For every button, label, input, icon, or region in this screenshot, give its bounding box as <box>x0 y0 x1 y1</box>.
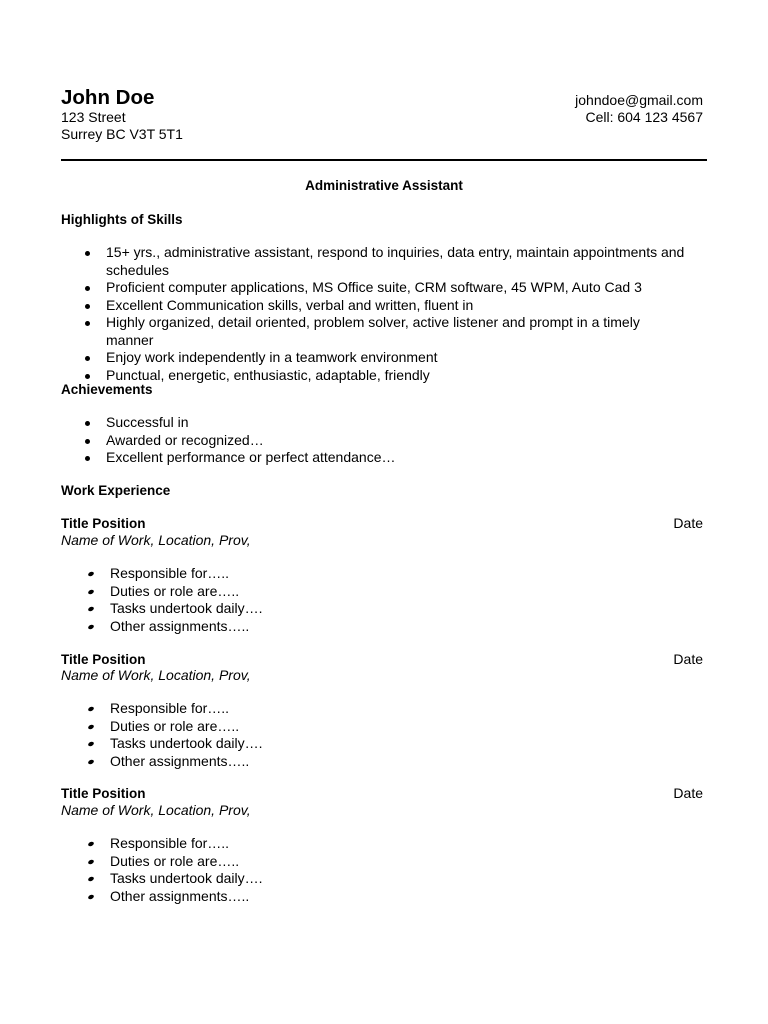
header-divider <box>61 159 707 161</box>
duty-text: Responsible for….. <box>110 565 230 581</box>
job-date: Date <box>673 651 703 667</box>
duty-text: Responsible for….. <box>110 700 230 716</box>
job-title: Title Position <box>61 786 146 801</box>
achievements-heading: Achievements <box>61 382 153 397</box>
list-item <box>61 297 691 315</box>
resume-header <box>61 86 707 160</box>
bullet-icon <box>87 606 94 612</box>
list-item <box>61 718 691 736</box>
bullet-icon <box>87 893 94 899</box>
skill-text: Highly organized, detail oriented, problem solver, active listener and prompt in a timely manner <box>106 314 640 348</box>
list-item <box>61 753 691 771</box>
bullet-icon <box>85 356 90 361</box>
bullet-icon <box>85 251 90 256</box>
list-item <box>61 618 691 636</box>
bullet-icon <box>85 439 90 444</box>
list-item <box>61 583 691 601</box>
duty-text: Other assignments….. <box>110 752 250 769</box>
list-item <box>61 349 691 367</box>
achievement-text: Awarded or recognized… <box>106 431 264 448</box>
duty-text: Duties or role are….. <box>110 852 240 869</box>
job-date: Date <box>673 785 703 801</box>
duty-text: Other assignments….. <box>110 617 250 634</box>
bullet-icon <box>87 741 94 747</box>
address-line-1: 123 Street <box>61 109 126 125</box>
list-item <box>61 367 691 385</box>
achievement-text: Excellent performance or perfect attendance… <box>106 449 396 465</box>
skill-text: Enjoy work independently in a teamwork environment <box>106 349 438 365</box>
bullet-icon <box>85 456 90 461</box>
bullet-icon <box>85 321 90 326</box>
job-title: Title Position <box>61 516 146 531</box>
duty-text: Tasks undertook daily…. <box>110 735 263 751</box>
list-item <box>61 432 691 450</box>
email-address: johndoe@gmail.com <box>575 92 703 108</box>
address-line-2: Surrey BC V3T 5T1 <box>61 126 183 142</box>
duty-text: Other assignments….. <box>110 887 250 904</box>
bullet-icon <box>87 758 94 764</box>
skills-heading: Highlights of Skills <box>61 212 183 227</box>
bullet-icon <box>85 304 90 309</box>
job-title: Title Position <box>61 652 146 667</box>
objective-title: Administrative Assistant <box>305 178 463 193</box>
work-experience-heading: Work Experience <box>61 483 171 498</box>
skills-list <box>61 244 691 384</box>
list-item <box>61 700 691 718</box>
list-item <box>61 735 691 753</box>
job-organization: Name of Work, Location, Prov, <box>61 532 251 548</box>
bullet-icon <box>85 421 90 426</box>
list-item <box>61 279 691 297</box>
job-organization: Name of Work, Location, Prov, <box>61 667 251 683</box>
job-duties-list <box>61 835 691 905</box>
bullet-icon <box>87 858 94 864</box>
job-duties-list <box>61 700 691 770</box>
list-item <box>61 244 691 279</box>
list-item <box>61 870 691 888</box>
list-item <box>61 888 691 906</box>
list-item <box>61 565 691 583</box>
bullet-icon <box>87 841 94 847</box>
job-duties-list <box>61 565 691 635</box>
list-item <box>61 449 691 467</box>
duty-text: Duties or role are….. <box>110 582 240 599</box>
list-item <box>61 314 691 349</box>
duty-text: Responsible for….. <box>110 835 230 851</box>
list-item <box>61 600 691 618</box>
duty-text: Tasks undertook daily…. <box>110 870 263 886</box>
bullet-icon <box>85 286 90 291</box>
skill-text: Punctual, energetic, enthusiastic, adaptable, friendly <box>106 366 430 383</box>
skill-text: 15+ yrs., administrative assistant, respond to inquiries, data entry, maintain appointments and schedules <box>106 244 685 278</box>
bullet-icon <box>87 623 94 629</box>
candidate-name: John Doe <box>61 86 155 109</box>
achievement-text: Successful in <box>106 414 189 430</box>
duty-text: Tasks undertook daily…. <box>110 600 263 616</box>
skill-text: Excellent Communication skills, verbal and written, fluent in <box>106 296 474 313</box>
skill-text: Proficient computer applications, MS Office suite, CRM software, 45 WPM, Auto Cad 3 <box>106 279 642 295</box>
cell-phone: Cell: 604 123 4567 <box>585 109 703 125</box>
list-item <box>61 835 691 853</box>
job-organization: Name of Work, Location, Prov, <box>61 802 251 818</box>
bullet-icon <box>87 588 94 594</box>
duty-text: Duties or role are….. <box>110 717 240 734</box>
resume-page <box>61 86 707 904</box>
achievements-list <box>61 414 691 467</box>
bullet-icon <box>87 723 94 729</box>
bullet-icon <box>87 571 94 577</box>
list-item <box>61 414 691 432</box>
list-item <box>61 853 691 871</box>
job-date: Date <box>673 515 703 531</box>
bullet-icon <box>85 374 90 379</box>
bullet-icon <box>87 876 94 882</box>
bullet-icon <box>87 706 94 712</box>
